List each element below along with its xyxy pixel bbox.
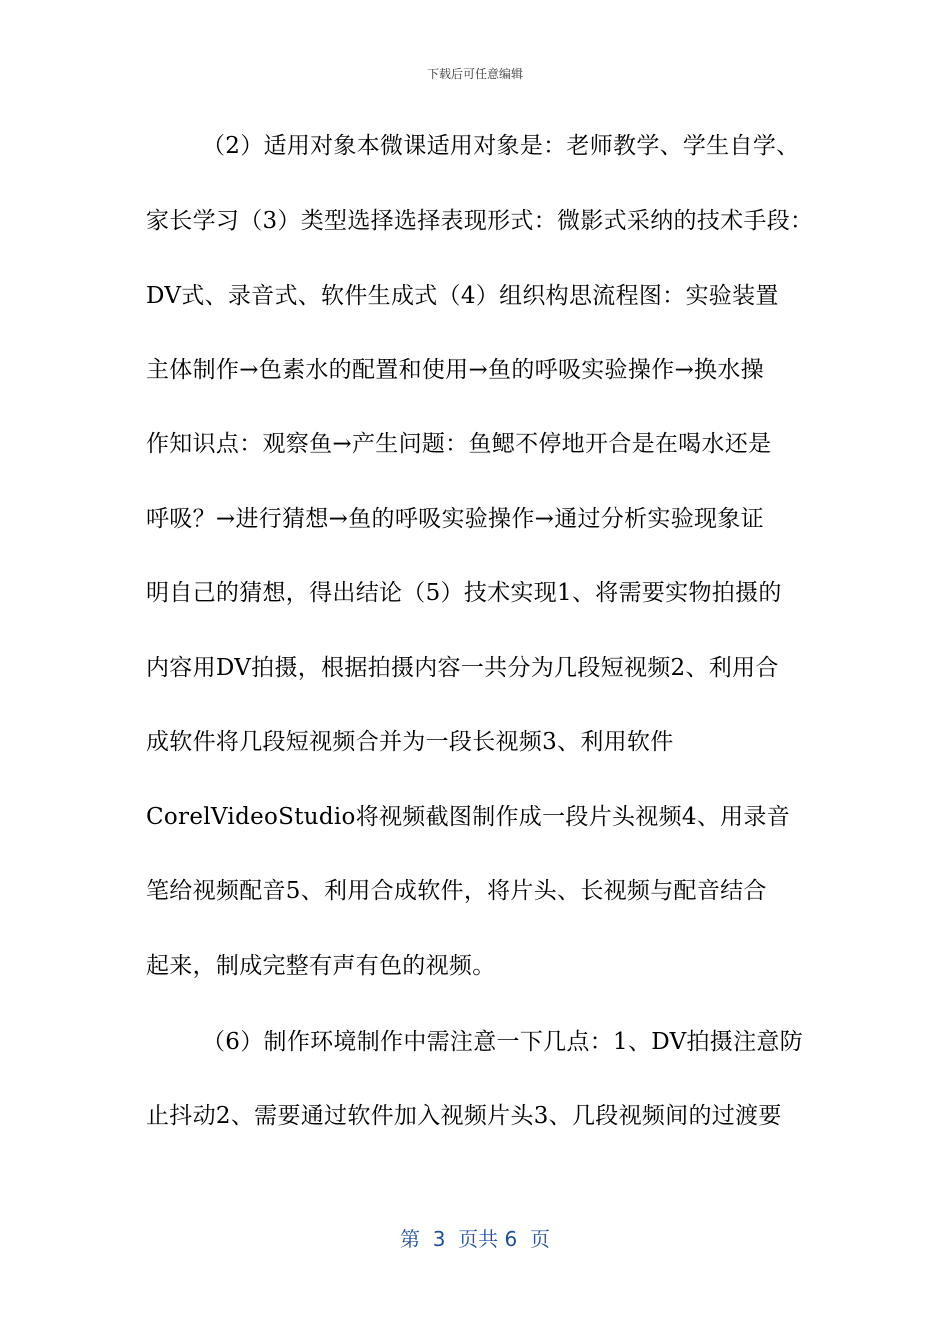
paragraph-line: 成软件将几段短视频合并为一段长视频3、利用软件 xyxy=(146,729,674,755)
paragraph-line: CorelVideoStudio将视频截图制作成一段片头视频4、用录音 xyxy=(146,804,791,830)
paragraph-line: 家长学习（3）类型选择选择表现形式：微影式采纳的技术手段： xyxy=(146,208,814,234)
paragraph-line: 止抖动2、需要通过软件加入视频片头3、几段视频间的过渡要 xyxy=(146,1103,782,1129)
paragraph-line: （6）制作环境制作中需注意一下几点：1、DV拍摄注意防 xyxy=(202,1029,804,1055)
page-header: 下载后可任意编辑 xyxy=(426,67,523,81)
paragraph-line: 内容用DV拍摄，根据拍摄内容一共分为几段短视频2、利用合 xyxy=(146,655,779,681)
paragraph-line: 呼吸？→进行猜想→鱼的呼吸实验操作→通过分析实验现象证 xyxy=(146,506,764,532)
paragraph-line: DV式、录音式、软件生成式（4）组织构思流程图：实验装置 xyxy=(146,283,779,309)
page-number-footer: 第 3 页共 6 页 xyxy=(400,1227,550,1251)
paragraph-line: 明自己的猜想，得出结论（5）技术实现1、将需要实物拍摄的 xyxy=(146,580,782,606)
paragraph-line: （2）适用对象本微课适用对象是：老师教学、学生自学、 xyxy=(202,133,800,159)
paragraph-line: 笔给视频配音5、利用合成软件，将片头、长视频与配音结合 xyxy=(146,878,767,904)
paragraph-line: 作知识点：观察鱼→产生问题：鱼鳃不停地开合是在喝水还是 xyxy=(146,431,772,457)
paragraph-line: 主体制作→色素水的配置和使用→鱼的呼吸实验操作→换水操 xyxy=(146,357,764,383)
paragraph-line: 起来，制成完整有声有色的视频。 xyxy=(146,953,496,979)
